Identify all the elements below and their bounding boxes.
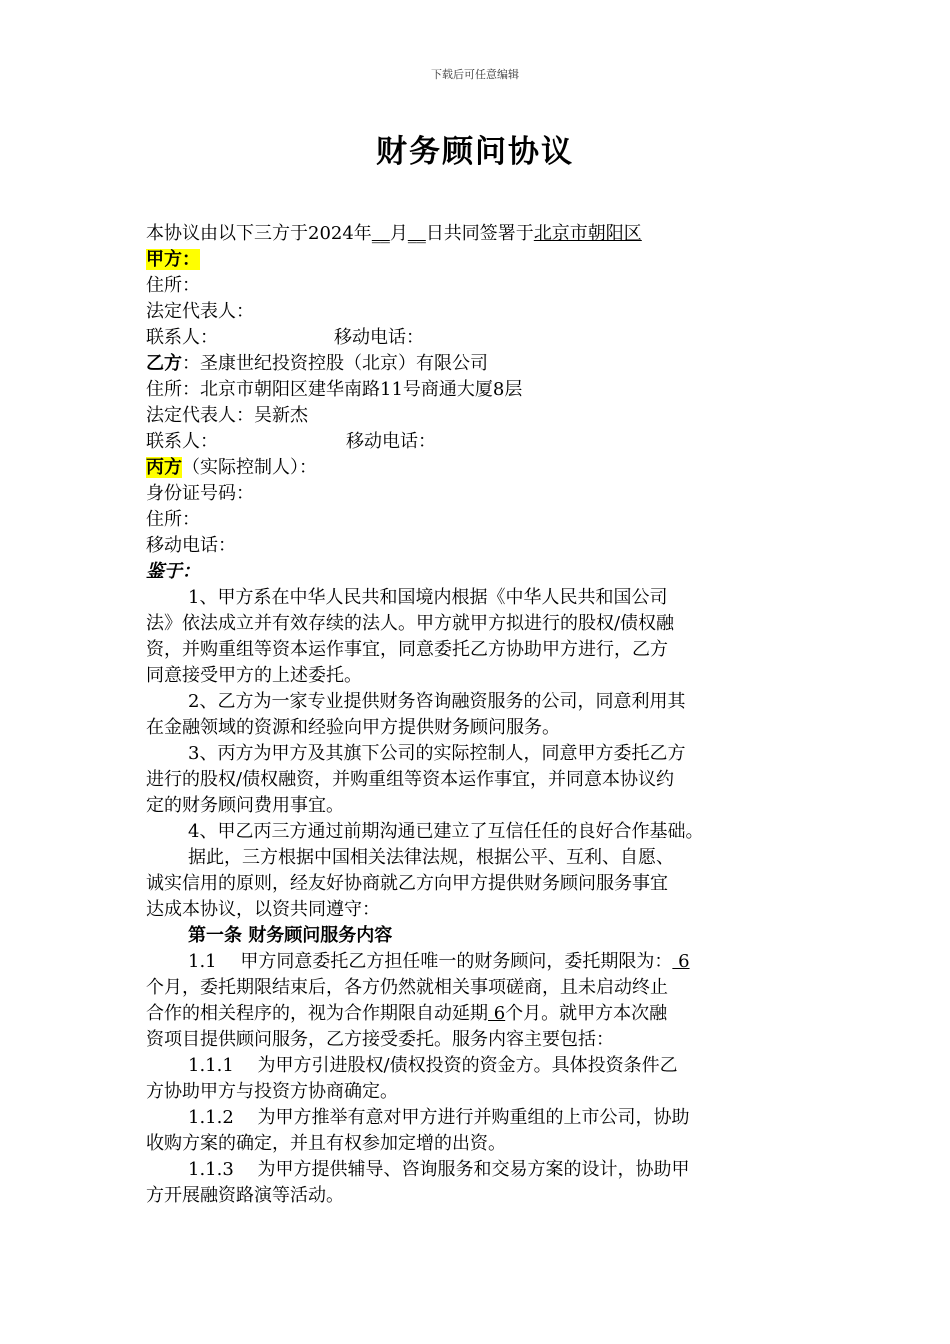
- whereas-p1-l3: 资，并购重组等资本运作事宜，同意委托乙方协助甲方进行，乙方: [146, 639, 668, 660]
- document-title: 财务顾问协议: [376, 134, 574, 170]
- signing-place: 北京市朝阳区: [533, 223, 642, 244]
- extension-months: 6: [488, 1003, 506, 1024]
- whereas-p3-l2: 进行的股权/债权融资，并购重组等资本运作事宜，并同意本协议约: [146, 769, 675, 790]
- party-b-label: 乙方: [146, 353, 182, 374]
- clause-1-1-2-l1: 1.1.2 为甲方推举有意对甲方进行并购重组的上市公司，协助: [188, 1107, 690, 1128]
- party-a-contact-line: [146, 325, 826, 351]
- clause-1-1-1-l2: 方协助甲方与投资方协商确定。: [146, 1081, 398, 1102]
- whereas-p3-l1: 3、丙方为甲方及其旗下公司的实际控制人，同意甲方委托乙方: [188, 743, 686, 764]
- whereas-p1-l2: 法》依法成立并有效存续的法人。甲方就甲方拟进行的股权/债权融: [146, 613, 675, 634]
- clause-1-1-3-l2: 方开展融资路演等活动。: [146, 1185, 344, 1206]
- party-a-address: 住所：: [146, 275, 200, 296]
- party-b-rep: 法定代表人：吴新杰: [146, 405, 308, 426]
- clause-1-1-prefix: 1.1 甲方同意委托乙方担任唯一的财务顾问，委托期限为：: [188, 951, 673, 972]
- whereas-p5-l3: 达成本协议，以资共同遵守：: [146, 899, 380, 920]
- party-b-address: 住所：北京市朝阳区建华南路11号商通大厦8层: [146, 379, 523, 400]
- party-c-suffix: （实际控制人）：: [182, 457, 317, 478]
- party-b-contact-line: [146, 429, 826, 455]
- party-c-id: 身份证号码：: [146, 483, 254, 504]
- clause-1-1-l2: 个月，委托期限结束后，各方仍然就相关事项磋商，且未启动终止: [146, 977, 668, 998]
- clause-1-1-1-l1: 1.1.1 为甲方引进股权/债权投资的资金方。具体投资条件乙: [188, 1055, 678, 1076]
- whereas-p2-l2: 在金融领域的资源和经验向甲方提供财务顾问服务。: [146, 717, 560, 738]
- party-a-rep: 法定代表人：: [146, 301, 254, 322]
- party-b-mobile: 移动电话：: [346, 431, 436, 452]
- party-a-label-line: [146, 247, 826, 273]
- party-c-mobile: 移动电话：: [146, 535, 236, 556]
- intro-month: 月: [389, 223, 408, 244]
- intro-prefix: 本协议由以下三方于2024年: [146, 223, 372, 244]
- clause-1-1-l4: 资项目提供顾问服务，乙方接受委托。服务内容主要包括：: [146, 1029, 614, 1050]
- whereas-p5-l1: 据此，三方根据中国相关法律法规，根据公平、互利、自愿、: [188, 847, 674, 868]
- article-1-heading: 第一条 财务顾问服务内容: [188, 925, 393, 946]
- whereas-p3-l3: 定的财务顾问费用事宜。: [146, 795, 344, 816]
- whereas-label: 鉴于：: [146, 561, 200, 582]
- party-c-label: 丙方: [146, 457, 182, 478]
- blank-month: __: [371, 223, 390, 244]
- party-b-contact: 联系人：: [146, 431, 218, 452]
- intro-suffix: 日共同签署于: [425, 223, 534, 244]
- whereas-p1-l1: 1、甲方系在中华人民共和国境内根据《中华人民共和国公司: [188, 587, 668, 608]
- document-body: [146, 221, 826, 1209]
- page-header-note: 下载后可任意编辑: [431, 68, 519, 81]
- whereas-p2-l1: 2、乙方为一家专业提供财务咨询融资服务的公司，同意利用其: [188, 691, 686, 712]
- party-c-line: [146, 455, 826, 481]
- clause-1-1-l3-prefix: 合作的相关程序的，视为合作期限自动延期: [146, 1003, 488, 1024]
- clause-1-1-l3-suffix: 个月。就甲方本次融: [505, 1003, 668, 1024]
- clause-1-1-l1: [146, 949, 826, 975]
- party-c-address: 住所：: [146, 509, 200, 530]
- party-b-name: ：圣康世纪投资控股（北京）有限公司: [182, 353, 488, 374]
- intro-line: [146, 221, 826, 247]
- party-a-mobile: 移动电话：: [334, 327, 424, 348]
- clause-1-1-2-l2: 收购方案的确定，并且有权参加定增的出资。: [146, 1133, 506, 1154]
- party-b-line: [146, 351, 826, 377]
- term-months: 6: [672, 951, 690, 972]
- whereas-p5-l2: 诚实信用的原则，经友好协商就乙方向甲方提供财务顾问服务事宜: [146, 873, 668, 894]
- party-a-contact: 联系人：: [146, 327, 218, 348]
- whereas-p4-l1: 4、甲乙丙三方通过前期沟通已建立了互信任任的良好合作基础。: [188, 821, 704, 842]
- clause-1-1-3-l1: 1.1.3 为甲方提供辅导、咨询服务和交易方案的设计，协助甲: [188, 1159, 690, 1180]
- blank-day: __: [407, 223, 426, 244]
- party-a-label: 甲方：: [146, 249, 200, 270]
- whereas-p1-l4: 同意接受甲方的上述委托。: [146, 665, 362, 686]
- clause-1-1-l3: [146, 1001, 826, 1027]
